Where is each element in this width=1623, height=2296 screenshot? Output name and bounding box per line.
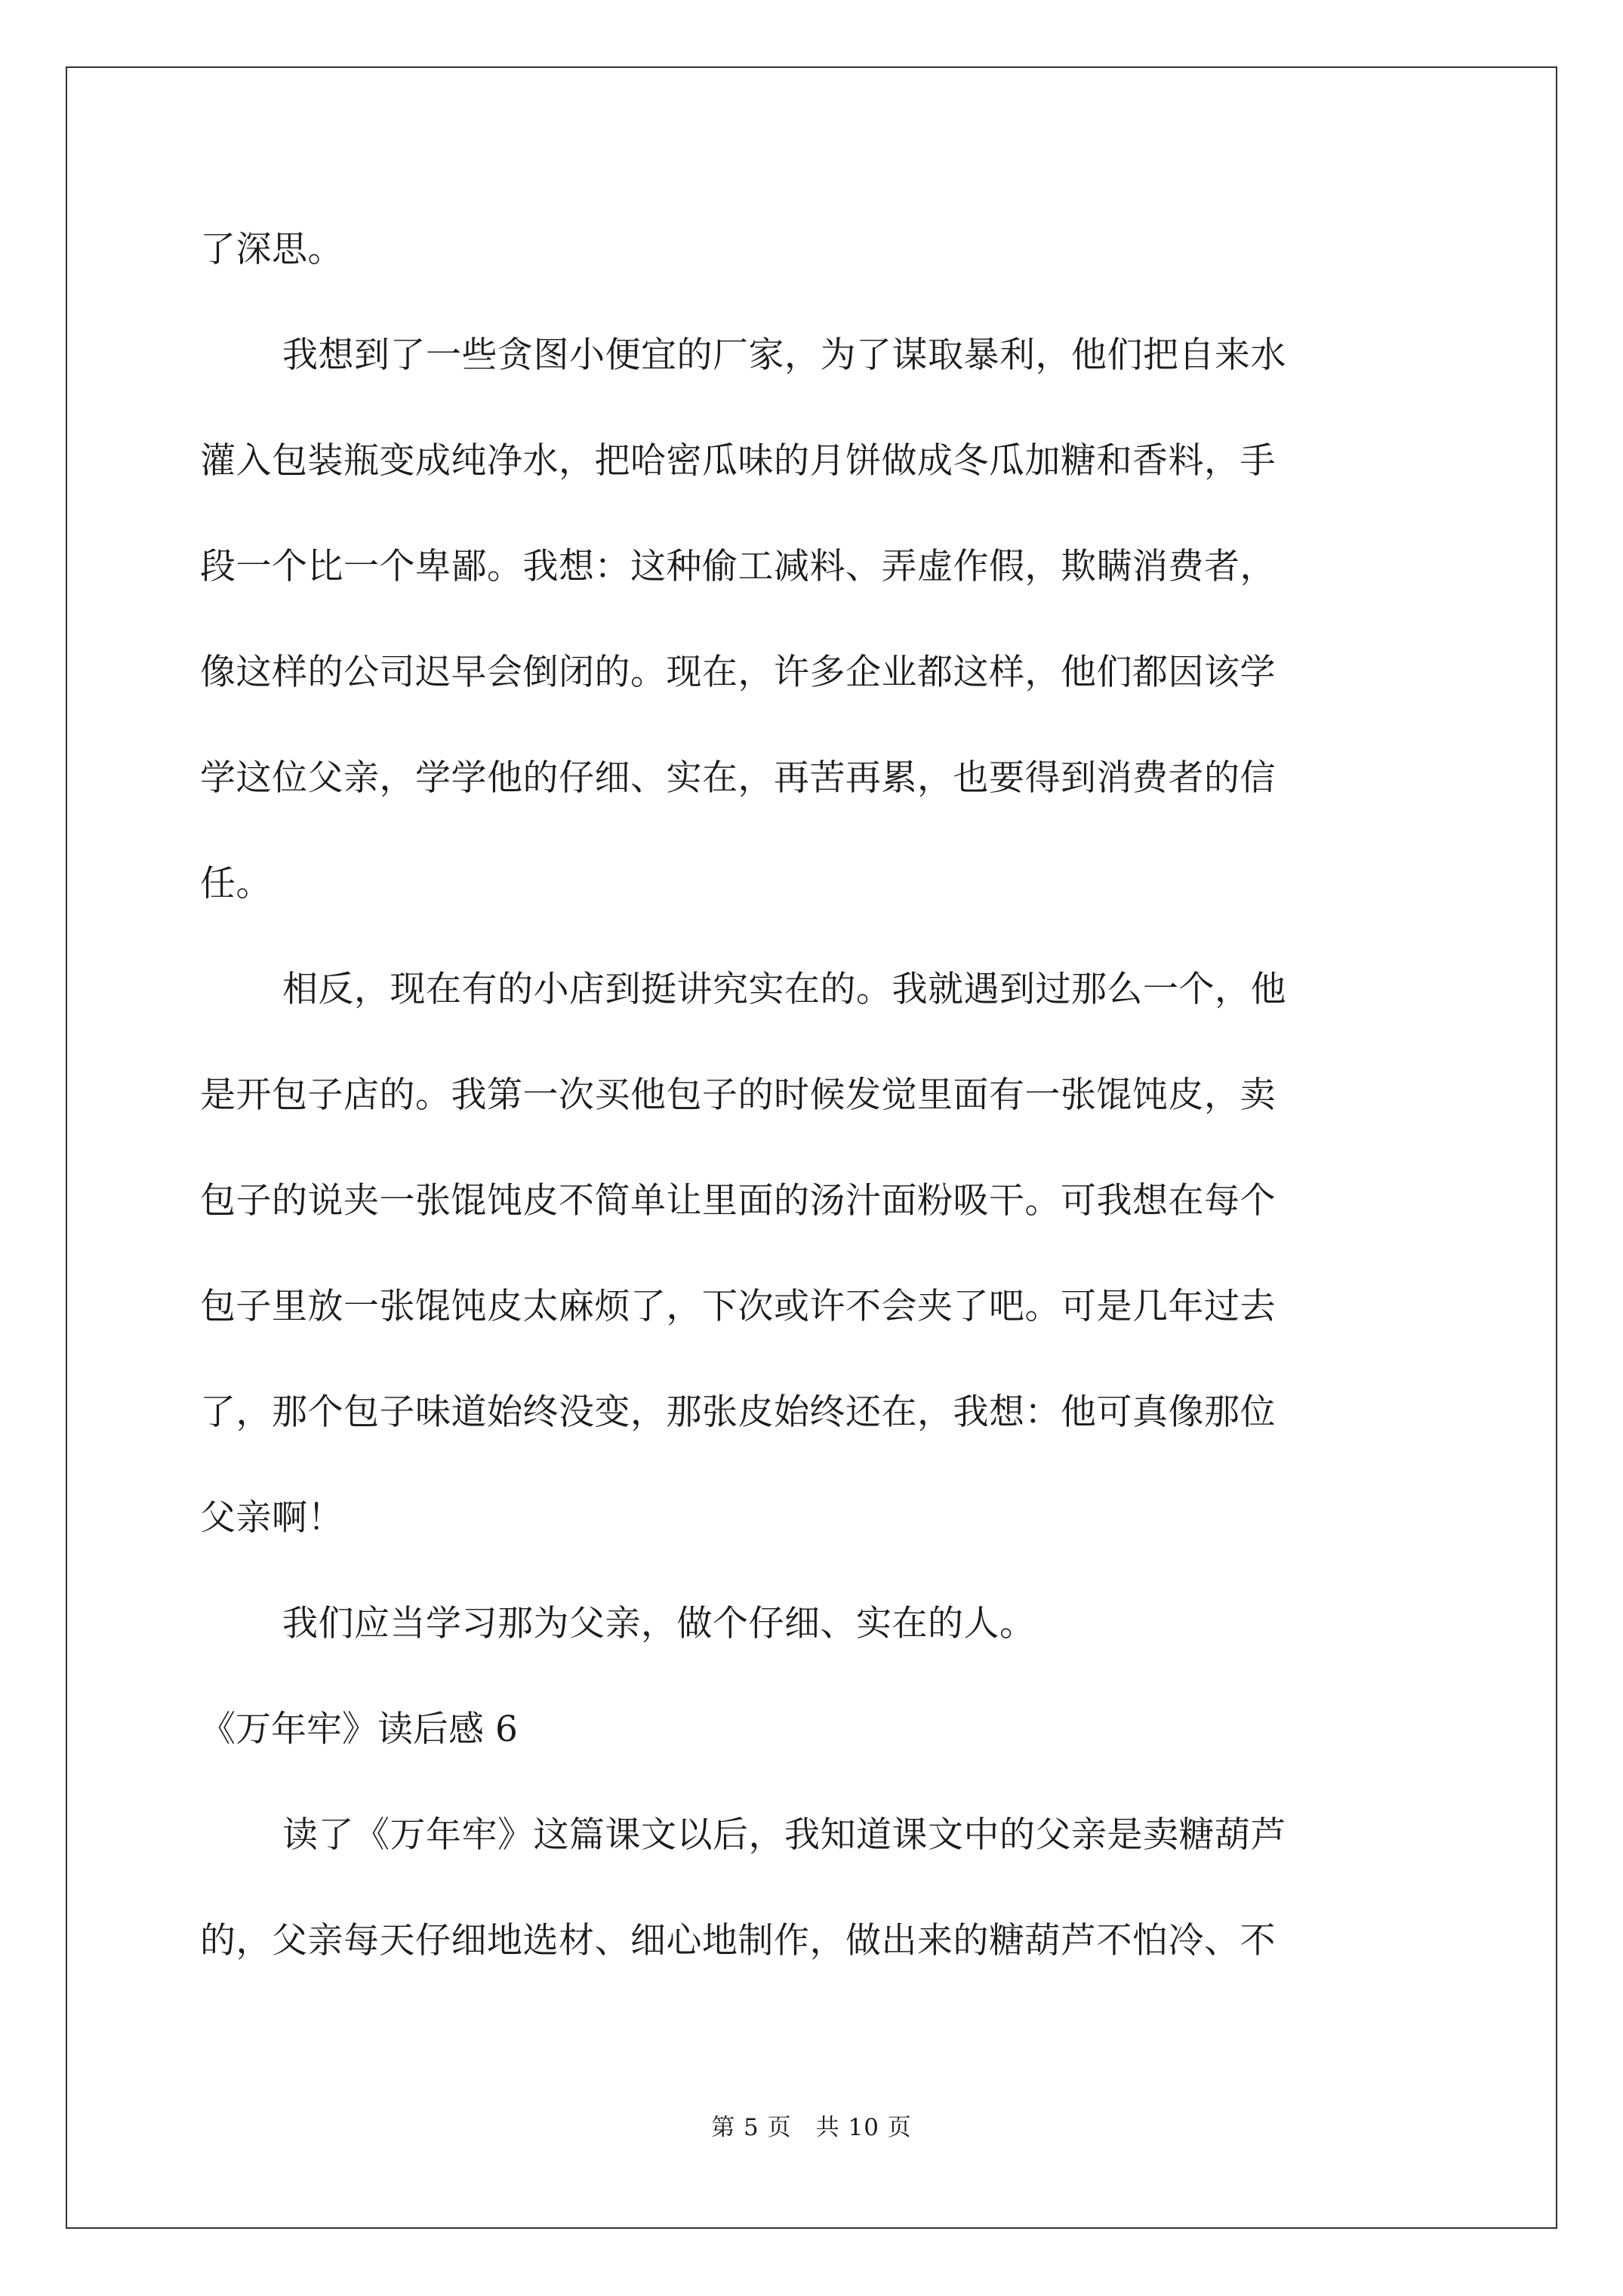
text-line: 段一个比一个卑鄙。我想：这种偷工减料、弄虚作假，欺瞒消费者， — [200, 546, 1276, 587]
text-line: 学这位父亲，学学他的仔细、实在，再苦再累，也要得到消费者的信 — [200, 757, 1276, 799]
text-line: 像这样的公司迟早会倒闭的。现在，许多企业都这样，他们都因该学 — [200, 652, 1276, 693]
text-line: 相反，现在有的小店到挺讲究实在的。我就遇到过那么一个，他 — [282, 969, 1286, 1010]
text-line: 包子的说夹一张馄饨皮不简单让里面的汤汁面粉吸干。可我想在每个 — [200, 1180, 1276, 1222]
text-line: 是开包子店的。我第一次买他包子的时候发觉里面有一张馄饨皮，卖 — [200, 1074, 1276, 1116]
text-line: 读了《万年牢》这篇课文以后，我知道课文中的父亲是卖糖葫芦 — [282, 1814, 1286, 1856]
text-line: 我想到了一些贪图小便宜的厂家，为了谋取暴利，他们把自来水 — [282, 334, 1286, 376]
text-line: 的，父亲每天仔细地选材、细心地制作，做出来的糖葫芦不怕冷、不 — [200, 1920, 1276, 1962]
text-line: 了深思。 — [200, 229, 343, 270]
document-body — [200, 217, 1423, 2014]
text-line: 父亲啊！ — [200, 1497, 343, 1539]
text-line: 任。 — [200, 863, 272, 905]
page-number-footer: 第 5 页 共 10 页 — [711, 2114, 912, 2141]
text-line: 灌入包装瓶变成纯净水，把哈密瓜味的月饼做成冬瓜加糖和香料，手 — [200, 440, 1276, 482]
text-line: 了，那个包子味道始终没变，那张皮始终还在，我想：他可真像那位 — [200, 1391, 1276, 1433]
text-line: 我们应当学习那为父亲，做个仔细、实在的人。 — [282, 1603, 1036, 1644]
text-line: 包子里放一张馄饨皮太麻烦了，下次或许不会夹了吧。可是几年过去 — [200, 1286, 1276, 1327]
section-heading: 《万年牢》读后感 6 — [200, 1709, 518, 1750]
